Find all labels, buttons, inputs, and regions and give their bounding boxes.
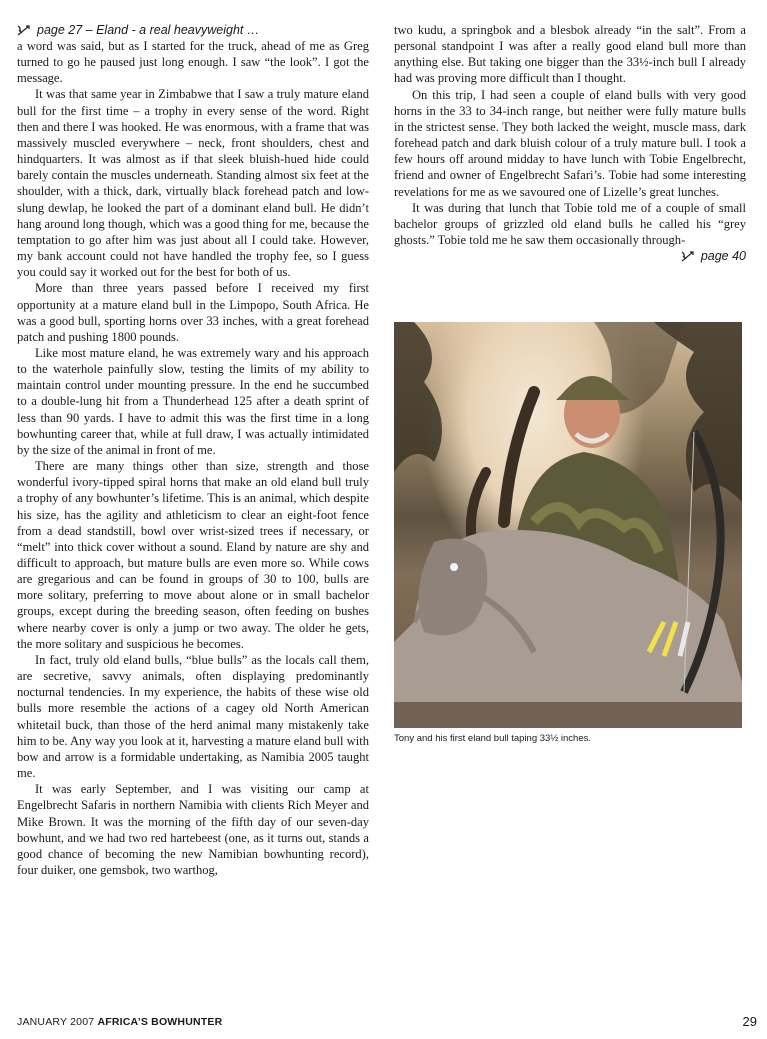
bowhunter-arrow-icon	[17, 24, 33, 36]
paragraph: a word was said, but as I started for the truck, ahead of me as Greg turned to go he paused just long enough. I saw “the look”. I got the message.	[17, 39, 369, 86]
paragraph: It was early September, and I was visiting our camp at Engelbrecht Safaris in northern Namibia with clients Rich Meyer and Mike Brown. It was the morning of the fifth day of our seven-day bowhunt, and we had two red hartebeest (one, as it turns out, stands a good chance of becoming the new Namibian bowhunting record), four duiker, one gemsbok, two warthog,	[17, 782, 369, 877]
photo-illustration	[394, 322, 742, 728]
paragraph: On this trip, I had seen a couple of eland bulls with very good horns in the 33 to 34-inch range, but neither were fully mature bulls in the strictest sense. They both lacked the weight, muscle mass, dark forehead patch and dark bluish colour of a truly mature bull. I took a few hours off around midday to have lunch with Tobie Engelbrecht, friend and owner of Engelbrecht Safari’s. Tobie had some interesting revelations for me as we savoured one of Lizelle’s great lunches.	[394, 87, 746, 199]
paragraph: two kudu, a springbok and a blesbok already “in the salt”. From a personal standpoint I was after a really good eland bull more than anything else. But taking one bigger than the 33½-inch bull I already had was proving more difficult than I thought.	[394, 23, 746, 86]
paragraph: It was that same year in Zimbabwe that I saw a truly mature eland bull for the first time – a trophy in every sense of the word. Right then and there I was hooked. He was enormous, with a frame that was massively muscled everywhere – neck, front shoulders, chest and hindquarters. It was almost as if that sleek bluish-hued hide could barely contain the muscles underneath. Standing almost six feet at the shoulder, with a thick, dark, virtually black forehead patch and low-slung dewlap, he looked the part of a dominant eland bull. He didn’t hang around long though, which was a good thing for me, because the temptation to go after him was just about all I could take. However, my bank account could not have handled the trophy fee, so I guess you could say it worked out for the best for both of us.	[17, 87, 369, 280]
continued-from-text: page 27 – Eland - a real heavyweight …	[37, 23, 260, 37]
magazine-name: AFRICA’S BOWHUNTER	[97, 1016, 223, 1028]
left-column	[17, 22, 369, 878]
paragraph: Like most mature eland, he was extremely wary and his approach to the waterhole painfully slow, testing the limits of my ability to maintain control under mounting pressure. In the end he succumbed to a double-lung hit from a Thunderhead 125 after a death sprint of less than 90 yards. I have to admit this was the first time in a long bowhunting career that, while at full draw, I was actually intimidated by the size of the animal in front of me.	[17, 345, 369, 457]
hunter-with-eland-photo	[394, 322, 742, 728]
bowhunter-arrow-icon	[681, 250, 697, 262]
issue-date: JANUARY 2007	[17, 1016, 95, 1028]
photo-caption: Tony and his first eland bull taping 33½ inches.	[394, 733, 591, 744]
paragraph: There are many things other than size, strength and those wonderful ivory-tipped spiral horns that make an old eland bull truly a trophy of any bowhunter’s lifetime. This is an animal, which despite his size, has the agility and athleticism to clear an eight-foot fence from a dead standstill, bowl over wrist-sized trees if necessary, or “melt” into thick cover without a sound. Eland by nature are shy and difficult to approach, but mature bulls are even more so. While cows are gregarious and can be found in groups of 30 to 100, bulls are more solitary, preferring to move about alone or in small bachelor groups, except during the breeding season, often feeding on bushes where nearby cover is only a jump or two away. The older he gets, the more solitary and suspicious he becomes.	[17, 459, 369, 651]
issue-footer	[17, 1016, 222, 1028]
continued-from-header	[17, 22, 369, 38]
paragraph: It was during that lunch that Tobie told me of a couple of small bachelor groups of grizzled old eland bulls he called his “grey ghosts.” Tobie told me he saw them occasionally through-	[394, 200, 746, 248]
continued-to-text: page 40	[700, 249, 746, 264]
paragraph: In fact, truly old eland bulls, “blue bulls” as the locals call them, are secretive, savvy animals, often displaying predominantly nocturnal tendencies. In my experience, the habits of these wise old bulls more resemble the actions of a cagey old North American whitetail buck, than those of the herd animal many mistakenly take him to be. Any way you look at it, harvesting a mature eland bull with bow and arrow is a formidable undertaking, as Namibia 2005 taught me.	[17, 652, 369, 781]
continued-to-footer	[394, 248, 746, 264]
paragraph: More than three years passed before I received my first opportunity at a mature eland bull in the Limpopo, South Africa. He was a good bull, sporting horns over 33 inches, with a great forehead patch and pushing 1800 pounds.	[17, 281, 369, 344]
right-column	[394, 22, 746, 264]
page-number: 29	[742, 1014, 757, 1029]
